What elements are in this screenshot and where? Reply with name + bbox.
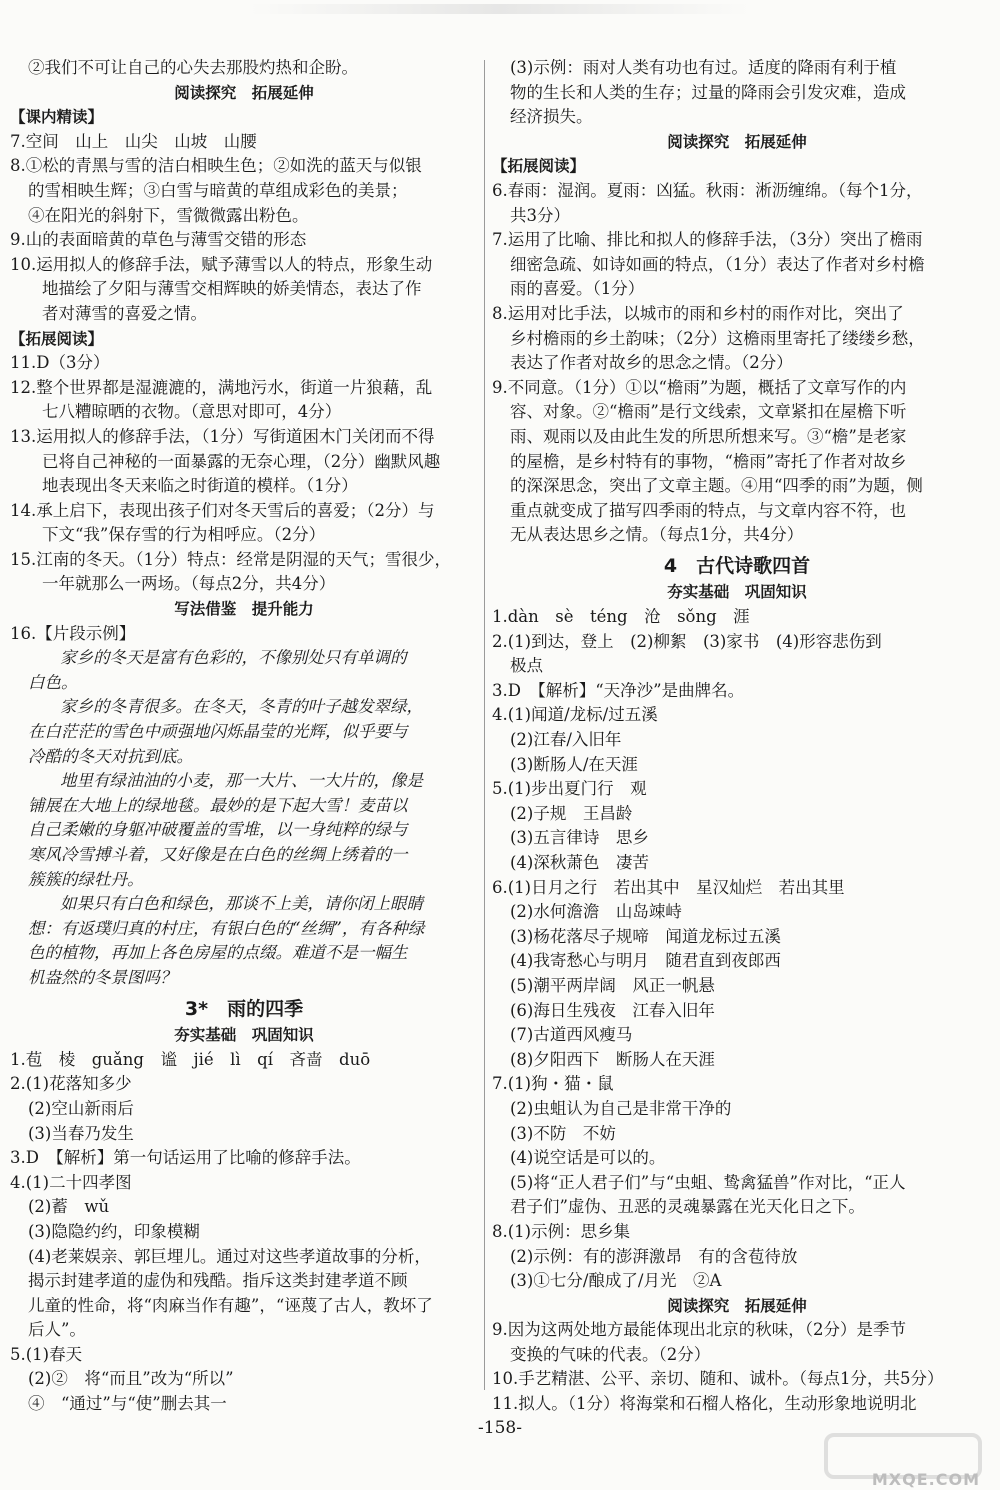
lesson-title: 4 古代诗歌四首 — [663, 554, 811, 577]
text-line: 的屋檐，是乡村特有的事物，“檐雨”寄托了作者对故乡 — [510, 451, 907, 471]
text-line: (4)说空话是可以的。 — [510, 1148, 666, 1168]
text-line: 的深深思念，突出了文章主题。④用“四季的雨”为题，侧 — [510, 476, 923, 496]
text-line: (3)当春乃发生 — [28, 1123, 134, 1143]
text-line: (4)我寄愁心与明月 随君直到夜郎西 — [510, 951, 781, 971]
text-line: (8)夕阳西下 断肠人在天涯 — [510, 1049, 715, 1069]
text-line: 君子们”虚伪、丑恶的灵魂暴露在光天化日之下。 — [510, 1197, 865, 1217]
text-line: (5)潮平两岸阔 风正一帆悬 — [510, 975, 715, 995]
handwritten-sample-line: 簇簇的绿牡丹。 — [28, 869, 144, 889]
text-line: 七八糟晾晒的衣物。（意思对即可，4分） — [42, 402, 342, 422]
text-line: 共3分） — [510, 205, 570, 225]
text-line: 5.(1)步出夏门行 观 — [492, 779, 647, 799]
text-line: 容、对象。②“檐雨”是行文线索，文章紧扣在屋檐下听 — [510, 402, 907, 422]
right-column — [492, 56, 982, 1417]
handwritten-sample-line: 冷酷的冬天对抗到底。 — [28, 746, 193, 766]
text-line: 6.春雨：湿润。夏雨：凶猛。秋雨：淅沥缠绵。（每个1分， — [492, 180, 923, 200]
column-divider — [484, 60, 485, 1390]
handwritten-sample-line: 寒风冷雪搏斗着，又好像是在白色的丝绸上绣着的一 — [28, 845, 408, 864]
text-line: 表达了作者对故乡的思念之情。（2分） — [510, 353, 793, 373]
text-line: 儿童的性命，将“肉麻当作有趣”，“诬蔑了古人，教坏了 — [28, 1295, 433, 1315]
text-line: 15.江南的冬天。（1分）特点：经常是阴湿的天气；雪很少， — [10, 549, 451, 569]
text-line: 地表现出冬天来临之时街道的模样。（1分） — [42, 476, 358, 496]
text-line: 一年就那么一两场。（每点2分，共4分） — [42, 574, 336, 594]
section-subheading: 阅读探究 拓展延伸 — [174, 83, 314, 102]
text-line: (3)五言律诗 思乡 — [510, 828, 649, 848]
section-subheading: 夯实基础 巩固知识 — [174, 1026, 314, 1045]
text-line: (4)老莱娱亲、郭巨埋儿。通过对这些孝道故事的分析， — [28, 1246, 431, 1266]
section-label: 【拓展阅读】 — [492, 157, 586, 176]
text-line: 物的生长和人类的生存；过量的降雨会引发灾难，造成 — [510, 82, 906, 102]
text-line: ④在阳光的斜射下，雪微微露出粉色。 — [28, 205, 309, 225]
lesson-title: 3* 雨的四季 — [184, 997, 304, 1020]
text-line: (3)不防 不妨 — [510, 1123, 616, 1143]
text-line: 7.(1)狗・猫・鼠 — [492, 1074, 614, 1094]
text-line: (2)子规 王昌龄 — [510, 803, 633, 823]
text-line: 3.D 【解析】“天净沙”是曲牌名。 — [492, 680, 745, 700]
text-line: (2)水何澹澹 山岛竦峙 — [510, 902, 682, 922]
text-line: 乡村檐雨的乡土韵味；（2分）这檐雨里寄托了缕缕乡愁， — [510, 328, 925, 348]
handwritten-sample-line: 机盎然的冬景图吗？ — [28, 967, 177, 987]
text-line: (3)杨花落尽子规啼 闻道龙标过五溪 — [510, 926, 781, 946]
text-line: 9.山的表面暗黄的草色与薄雪交错的形态 — [10, 230, 307, 250]
text-line: (2)虫蛆认为自己是非常干净的 — [510, 1098, 732, 1118]
text-line: 10.运用拟人的修辞手法，赋予薄雪以人的特点，形象生动 — [10, 254, 433, 274]
handwritten-sample-line: 白色。 — [28, 672, 78, 692]
text-line: 14.承上启下，表现出孩子们对冬天雪后的喜爱；（2分）与 — [10, 500, 435, 520]
text-line: ②我们不可让自己的心失去那股灼热和企盼。 — [28, 58, 358, 77]
text-line: 2.(1)到达，登上 (2)柳絮 (3)家书 (4)形容悲伤到 — [492, 631, 882, 651]
text-line: 1.dàn sè téng 沧 sǒng 涯 — [492, 607, 750, 627]
text-line: (4)深秋萧色 凄苦 — [510, 853, 649, 872]
section-label: 【拓展阅读】 — [10, 329, 104, 348]
text-line: 揭示封建孝道的虚伪和残酷。指斥这类封建孝道不顾 — [28, 1271, 408, 1291]
text-line: 4.(1)闻道/龙标/过五溪 — [492, 705, 658, 725]
handwritten-sample-line: 想：有返璞归真的村庄，有银白色的“丝绸”，有各种绿 — [28, 918, 425, 938]
text-line: (5)将“正人君子们”与“虫蛆、鸷禽猛兽”作对比，“正人 — [510, 1172, 906, 1192]
watermark-url: MXQE.COM — [871, 1470, 980, 1489]
text-line: (3)断肠人/在天涯 — [510, 754, 638, 774]
text-line: 5.(1)春天 — [10, 1344, 83, 1364]
handwritten-sample-line: 家乡的冬天是富有色彩的，不像别处只有单调的 — [60, 648, 407, 668]
text-line: 已将自己神秘的一面暴露的无奈心理，（2分）幽默风趣 — [42, 451, 441, 471]
text-line: 4.(1)二十四孝图 — [10, 1172, 132, 1192]
text-line: 7.运用了比喻、排比和拟人的修辞手法，（3分）突出了檐雨 — [492, 230, 923, 250]
text-line: 6.(1)日月之行 若出其中 星汉灿烂 若出其里 — [492, 877, 845, 897]
text-line: (3)①七分/酿成了/月光 ②A — [510, 1271, 722, 1291]
text-line: 3.D 【解析】第一句话运用了比喻的修辞手法。 — [10, 1148, 361, 1168]
text-line: (2)空山新雨后 — [28, 1098, 134, 1118]
text-line: 11.D（3分） — [10, 353, 110, 373]
text-line: 雨的喜爱。（1分） — [510, 279, 645, 299]
handwritten-sample-line: 地里有绿油油的小麦，那一大片、一大片的，像是 — [60, 771, 423, 791]
text-line: 16.【片段示例】 — [10, 623, 136, 643]
text-line: (2)江春/入旧年 — [510, 730, 622, 750]
section-subheading: 写法借鉴 提升能力 — [174, 600, 314, 619]
text-line: 8.运用对比手法，以城市的雨和乡村的雨作对比，突出了 — [492, 303, 904, 323]
text-line: 11.拟人。（1分）将海棠和石榴人格化，生动形象地说明北 — [492, 1394, 917, 1414]
text-line: 13.运用拟人的修辞手法，（1分）写街道困木门关闭而不得 — [10, 426, 435, 446]
section-subheading: 夯实基础 巩固知识 — [667, 583, 807, 602]
text-line: 者对薄雪的喜爱之情。 — [42, 303, 207, 323]
text-line: 1.苞 棱 guǎng 谧 jié lì qí 吝啬 duō — [10, 1049, 371, 1069]
text-line: 10.手艺精湛、公平、亲切、随和、诚朴。（每点1分，共5分） — [492, 1369, 944, 1389]
text-line: 雨、观雨以及由此生发的所思所想来写。③“檐”是老家 — [510, 426, 907, 446]
text-line: 细密急疏、如诗如画的特点，（1分）表达了作者对乡村檐 — [510, 254, 925, 274]
handwritten-sample-line: 家乡的冬青很多。在冬天，冬青的叶子越发翠绿， — [60, 697, 423, 717]
text-line: 2.(1)花落知多少 — [10, 1074, 132, 1094]
text-line: 8.①松的青黑与雪的洁白相映生色；②如洗的蓝天与似银 — [10, 156, 422, 176]
handwritten-sample-line: 如果只有白色和绿色，那谈不上美，请你闭上眼睛 — [60, 894, 423, 914]
handwritten-sample-line: 在白茫茫的雪色中顽强地闪烁晶莹的光辉，似乎要与 — [28, 722, 408, 742]
text-line: 经济损失。 — [510, 107, 593, 127]
handwritten-sample-line: 色的植物，再加上各色房屋的点缀。难道不是一幅生 — [28, 943, 408, 963]
handwritten-sample-line: 铺展在大地上的绿地毯。最妙的是下起大雪！麦苗以 — [28, 795, 408, 815]
section-label: 【课内精读】 — [10, 108, 104, 127]
text-line: (3)隐隐约约，印象模糊 — [28, 1221, 200, 1241]
text-line: 9.不同意。（1分）①以“檐雨”为题，概括了文章写作的内 — [492, 377, 907, 397]
text-line: 下文“我”保存雪的行为相呼应。（2分） — [42, 525, 326, 545]
text-line: (7)古道西风瘦马 — [510, 1025, 633, 1045]
left-column — [10, 56, 478, 1417]
text-line: 的雪相映生辉；③白雪与暗黄的草组成彩色的美景； — [28, 180, 408, 200]
handwritten-sample-line: 自己柔嫩的身躯冲破覆盖的雪堆，以一身纯粹的绿与 — [28, 820, 408, 840]
text-line: (2)② 将“而且”改为“所以” — [28, 1369, 234, 1389]
text-line: (2)示例：有的澎湃激昂 有的含苞待放 — [510, 1246, 798, 1266]
text-line: (3)示例：雨对人类有功也有过。适度的降雨有利于植 — [510, 58, 897, 77]
text-line: 地描绘了夕阳与薄雪交相辉映的娇美情态，表达了作 — [42, 279, 422, 299]
text-line: 变换的气味的代表。（2分） — [510, 1344, 711, 1364]
page-number: -158- — [478, 1418, 522, 1438]
text-line: 8.(1)示例：思乡集 — [492, 1221, 631, 1241]
text-line: 9.因为这两处地方最能体现出北京的秋味，（2分）是季节 — [492, 1320, 906, 1340]
text-line: (2)蓄 wǔ — [28, 1197, 110, 1217]
text-line: (6)海日生残夜 江春入旧年 — [510, 1000, 715, 1020]
text-line: 后人”。 — [28, 1320, 86, 1340]
section-subheading: 阅读探究 拓展延伸 — [667, 132, 807, 151]
text-line: ④ “通过”与“使”删去其一 — [28, 1394, 227, 1414]
text-line: 12.整个世界都是湿漉漉的，满地污水，街道一片狼藉，乱 — [10, 377, 433, 397]
section-subheading: 阅读探究 拓展延伸 — [667, 1296, 807, 1315]
scan-edge-mark — [250, 4, 750, 14]
text-line: 极点 — [510, 656, 543, 676]
text-line: 重点就变成了描写四季雨的特点，与文章内容不符，也 — [510, 500, 906, 520]
text-line: 无从表达思乡之情。（每点1分，共4分） — [510, 525, 804, 545]
text-line: 7.空间 山上 山尖 山坡 山腰 — [10, 131, 257, 151]
